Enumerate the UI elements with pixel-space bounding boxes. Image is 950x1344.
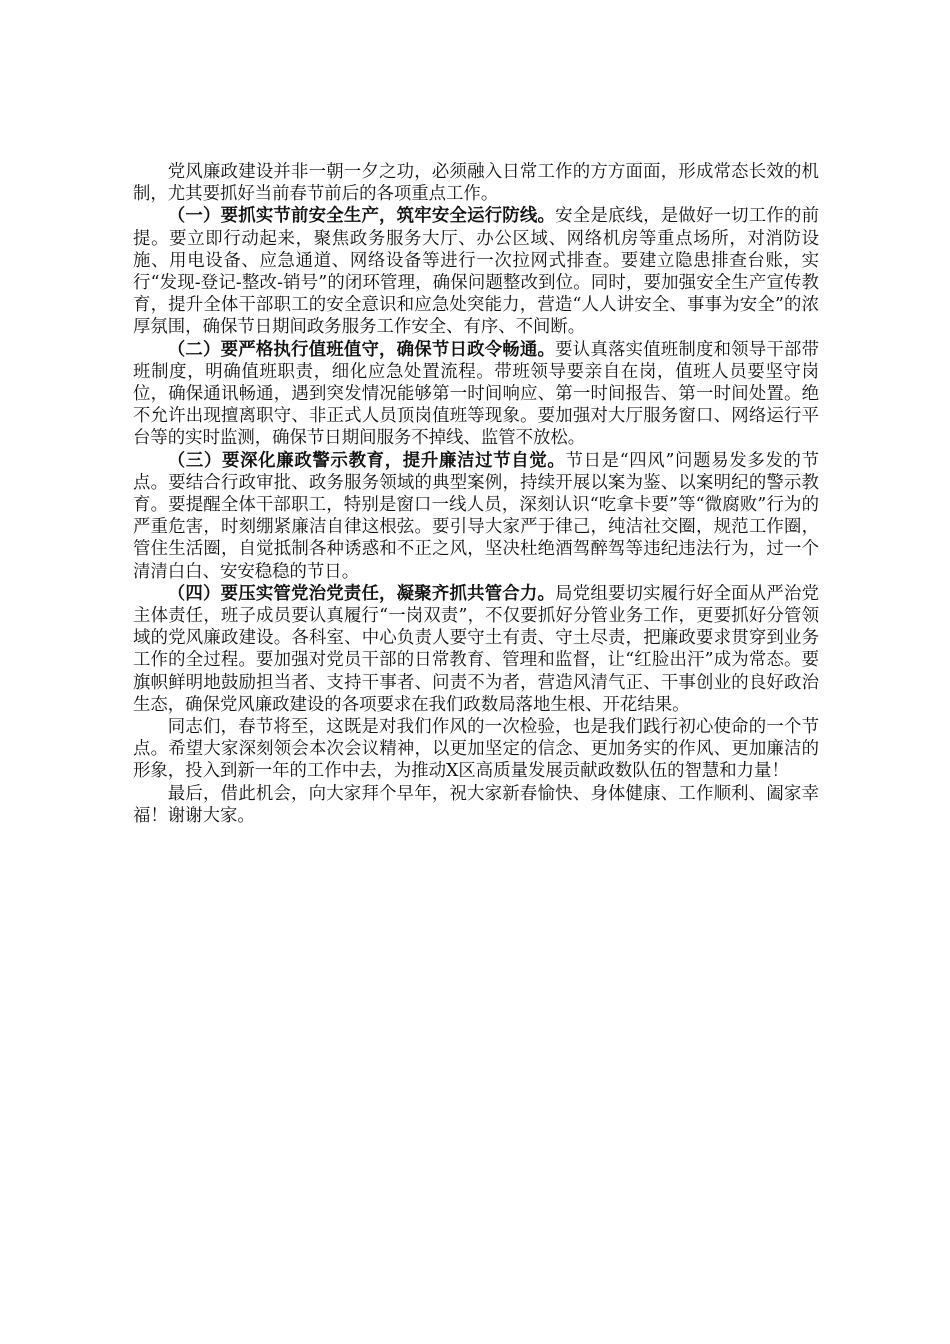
paragraph-lead: （四）要压实管党治党责任，凝聚齐抓共管合力。: [167, 583, 556, 604]
paragraph-intro: [133, 161, 819, 205]
paragraph-text: 最后，借此机会，向大家拜个早年，祝大家新春愉快、身体健康、工作顺利、阖家幸福！谢谢大家。: [133, 783, 819, 826]
paragraph-text: 党风廉政建设并非一朝一夕之功，必须融入日常工作的方方面面，形成常态长效的机制，尤其要抓好当前春节前后的各项重点工作。: [133, 162, 819, 205]
paragraph-text: 同志们，春节将至，这既是对我们作风的一次检验，也是我们践行初心使命的一个节点。希望大家深刻领会本次会议精神，以更加坚定的信念、更加务实的作风、更加廉洁的形象，投入到新一年的工作中去，为推动X区高质量发展贡献政数队伍的智慧和力量！: [133, 717, 819, 782]
paragraph-text: 局党组要切实履行好全面从严治党主体责任，班子成员要认真履行“一岗双责”，不仅要抓好分管业务工作，更要抓好分管领域的党风廉政建设。各科室、中心负责人要守土有责、守土尽责，把廉政要求贯穿到业务工作的全过程。要加强对党员干部的日常教育、管理和监督，让“红脸出汗”成为常态。要旗帜鲜明地鼓励担当者、支持干事者、问责不为者，营造风清气正、干事创业的良好政治生态，确保党风廉政建设的各项要求在我们政数局落地生根、开花结果。: [133, 583, 819, 715]
paragraph-text: 安全是底线，是做好一切工作的前提。要立即行动起来，聚焦政务服务大厅、办公区域、网络机房等重点场所，对消防设施、用电设备、应急通道、网络设备等进行一次拉网式排查。要建立隐患排查台账，实行“发现-登记-整改-销号”的闭环管理，确保问题整改到位。同时，要加强安全生产宣传教育，提升全体干部职工的安全意识和应急处突能力，营造“人人讲安全、事事为安全”的浓厚氛围，确保节日期间政务服务工作安全、有序、不间断。: [133, 206, 819, 338]
paragraph-item-1: [133, 205, 819, 338]
paragraph-lead: （三）要深化廉政警示教育，提升廉洁过节自觉。: [167, 450, 566, 471]
paragraph-item-2: [133, 339, 819, 450]
paragraph-lead: （一）要抓实节前安全生产，筑牢安全运行防线。: [167, 206, 556, 227]
paragraph-text: 要认真落实值班制度和领导干部带班制度，明确值班职责，细化应急处置流程。带班领导要亲自在岗，值班人员要坚守岗位，确保通讯畅通，遇到突发情况能够第一时间响应、第一时间报告、第一时间处置。绝不允许出现擅离职守、非正式人员顶岗值班等现象。要加强对大厅服务窗口、网络运行平台等的实时监测，确保节日期间服务不掉线、监管不放松。: [133, 339, 819, 449]
paragraph-greeting: [133, 783, 819, 827]
document-body: [133, 161, 819, 827]
paragraph-item-3: [133, 450, 819, 583]
paragraph-item-4: [133, 583, 819, 716]
paragraph-text: 节日是“四风”问题易发多发的节点。要结合行政审批、政务服务领域的典型案例，持续开展以案为鉴、以案明纪的警示教育。要提醒全体干部职工，特别是窗口一线人员，深刻认识“吃拿卡要”等“微腐败”行为的严重危害，时刻绷紧廉洁自律这根弦。要引导大家严于律己，纯洁社交圈，规范工作圈，管住生活圈，自觉抵制各种诱惑和不正之风，坚决杜绝酒驾醉驾等违纪违法行为，过一个清清白白、安安稳稳的节日。: [133, 450, 819, 582]
paragraph-lead: （二）要严格执行值班值守，确保节日政令畅通。: [167, 339, 556, 360]
paragraph-closing: [133, 716, 819, 783]
